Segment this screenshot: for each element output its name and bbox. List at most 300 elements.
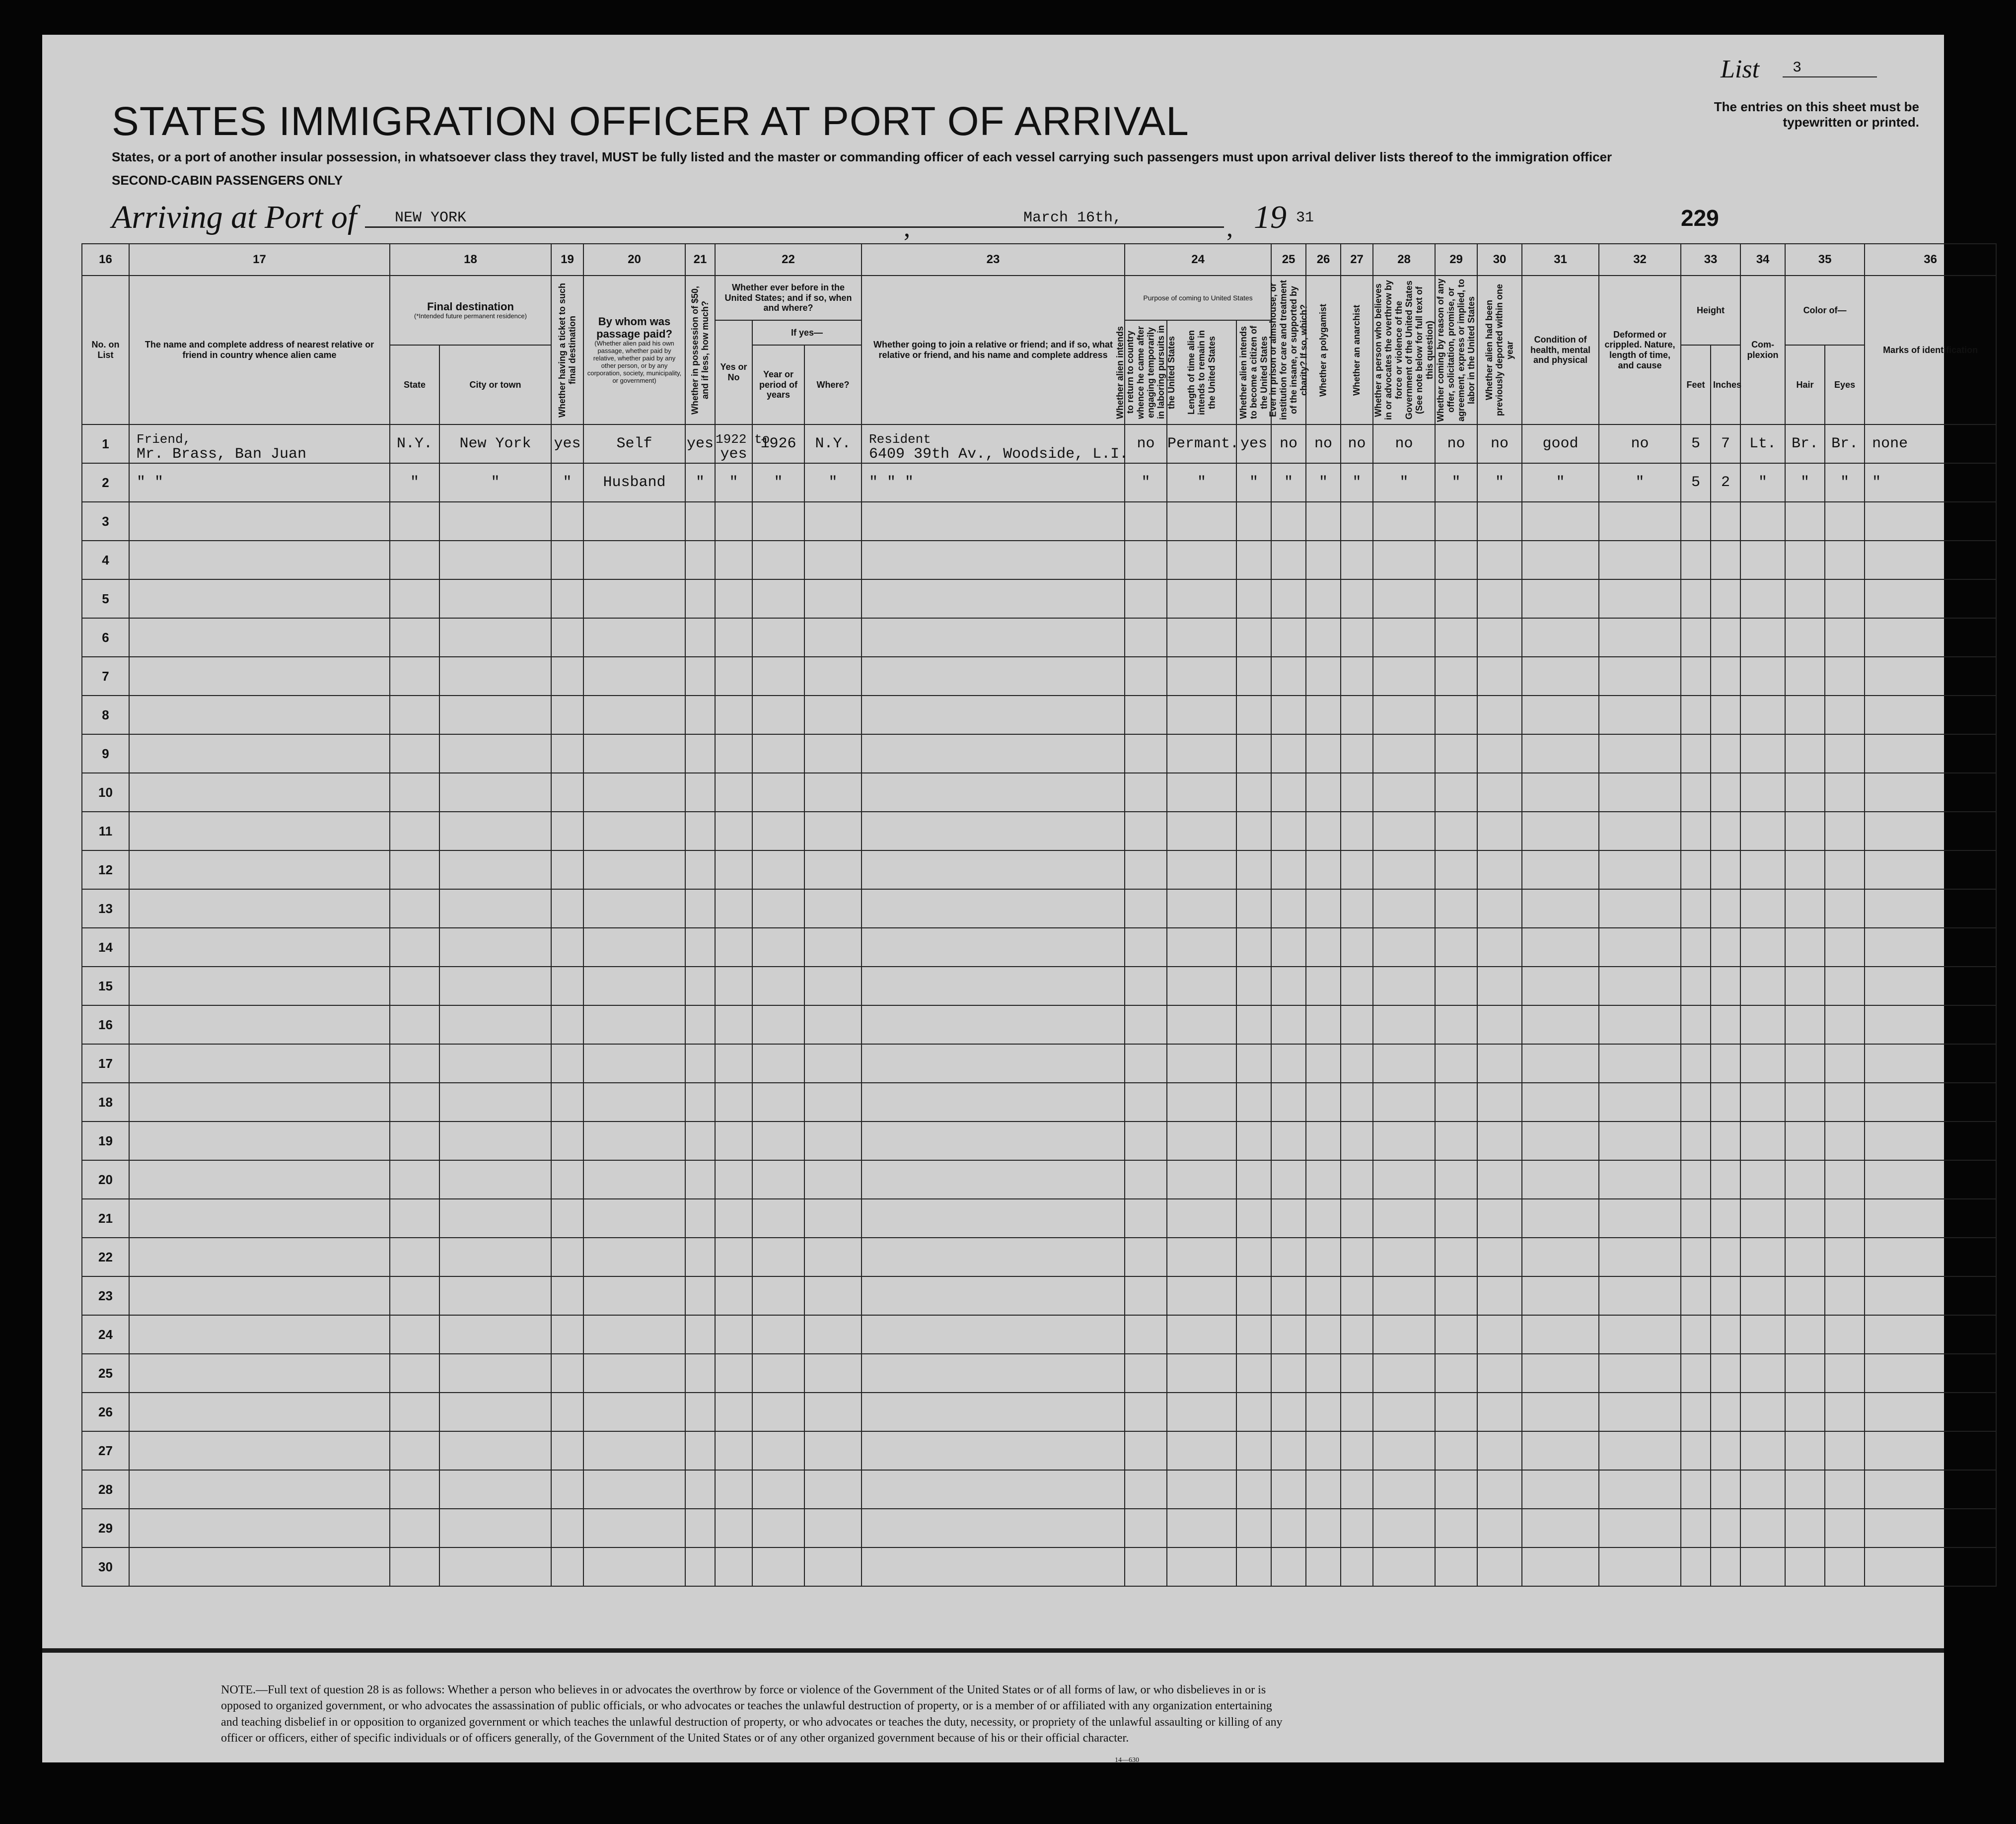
cell-feet: [1681, 1354, 1711, 1393]
entries-note: The entries on this sheet must be typewritten or printed.: [1714, 99, 1919, 130]
cell-inches: [1711, 1083, 1740, 1122]
cell-possession: [685, 1122, 715, 1160]
row-number: 30: [82, 1547, 129, 1586]
cell-prison: [1271, 1470, 1306, 1509]
cell-inches: [1711, 812, 1740, 850]
cell-prison: [1271, 1431, 1306, 1470]
cell-where: [804, 1393, 862, 1431]
header-hair: Hair: [1785, 345, 1825, 424]
cell-state: [390, 1044, 439, 1083]
table-row: [42, 1238, 2016, 1276]
cell-deformed: [1599, 889, 1681, 928]
cell-complexion: [1740, 1509, 1785, 1547]
cell-relative: [129, 1044, 390, 1083]
cell-eyes: [1825, 1005, 1865, 1044]
cell-city: New York: [439, 424, 551, 463]
row-number: 3: [82, 502, 129, 541]
cell-inches: 2: [1711, 463, 1740, 502]
cell-passage: [583, 1315, 685, 1354]
cell-before: [715, 889, 752, 928]
cell-where: [804, 967, 862, 1005]
cell-purpose-return: [1125, 1393, 1167, 1431]
cell-years: [752, 1122, 804, 1160]
cell-eyes: [1825, 1547, 1865, 1586]
cell-ticket: [551, 1470, 583, 1509]
cell-prison: [1271, 696, 1306, 734]
cell-anarchist: [1341, 1509, 1373, 1547]
cell-prison: [1271, 928, 1306, 967]
cell-marks: [1865, 657, 1996, 696]
row-number: 10: [82, 773, 129, 812]
cell-ticket: [551, 773, 583, 812]
column-number: 29: [1435, 244, 1477, 276]
cell-inches: [1711, 696, 1740, 734]
margin-cell: [42, 967, 82, 1005]
cell-q28: [1373, 1431, 1435, 1470]
cell-purpose-citizen: [1236, 1315, 1271, 1354]
cell-purpose-length: [1167, 1470, 1236, 1509]
cell-marks: [1865, 734, 1996, 773]
cell-passage: [583, 1044, 685, 1083]
cell-health: [1522, 1276, 1599, 1315]
cell-health: [1522, 1393, 1599, 1431]
cell-health: [1522, 1160, 1599, 1199]
cell-inches: [1711, 657, 1740, 696]
cell-relative: [129, 1160, 390, 1199]
cell-purpose-citizen: [1236, 1044, 1271, 1083]
cell-purpose-length: ": [1167, 463, 1236, 502]
cell-purpose-citizen: [1236, 1238, 1271, 1276]
year-field: 31: [1296, 210, 1314, 226]
cell-q28: [1373, 1315, 1435, 1354]
table-row: [42, 541, 2016, 579]
cell-hair: [1785, 734, 1825, 773]
cell-inches: [1711, 734, 1740, 773]
cell-purpose-length: [1167, 1083, 1236, 1122]
cell-passage: [583, 657, 685, 696]
cell-marks: [1865, 1083, 1996, 1122]
row-number: 14: [82, 928, 129, 967]
cell-complexion: [1740, 541, 1785, 579]
row-number: 4: [82, 541, 129, 579]
cell-feet: [1681, 889, 1711, 928]
cell-purpose-length: [1167, 1547, 1236, 1586]
column-number: 17: [129, 244, 390, 276]
cell-complexion: [1740, 502, 1785, 541]
cell-before: [715, 1509, 752, 1547]
margin-cell: [1996, 502, 2016, 541]
cell-polygamist: [1306, 618, 1341, 657]
row-number: 21: [82, 1199, 129, 1238]
cell-q28: [1373, 1547, 1435, 1586]
cell-possession: [685, 657, 715, 696]
cell-purpose-return: [1125, 696, 1167, 734]
cell-eyes: [1825, 1122, 1865, 1160]
row-number: 28: [82, 1470, 129, 1509]
cell-where: [804, 1122, 862, 1160]
cell-inches: [1711, 889, 1740, 928]
cell-ticket: [551, 579, 583, 618]
margin-cell: [42, 1005, 82, 1044]
header-possession-50: Whether in possession of $50, and if less, how much?: [685, 276, 715, 424]
table-row: [42, 579, 2016, 618]
cell-hair: [1785, 1509, 1825, 1547]
cell-prison: [1271, 812, 1306, 850]
cell-deformed: [1599, 1354, 1681, 1393]
cell-deformed: [1599, 1005, 1681, 1044]
cell-relative: [129, 1315, 390, 1354]
cell-polygamist: [1306, 889, 1341, 928]
cell-health: [1522, 1044, 1599, 1083]
cell-q29: [1435, 1199, 1477, 1238]
column-number: 30: [1477, 244, 1522, 276]
cell-joining: [862, 850, 1125, 889]
header-purpose: Purpose of coming to United States: [1125, 276, 1271, 320]
header-purpose-citizen: Whether alien intends to become a citizen of the United States: [1236, 320, 1271, 424]
cell-anarchist: [1341, 1431, 1373, 1470]
cell-where: [804, 1354, 862, 1393]
cell-relative: [129, 889, 390, 928]
cell-possession: ": [685, 463, 715, 502]
cell-q30: [1477, 928, 1522, 967]
cell-inches: [1711, 1509, 1740, 1547]
cell-complexion: [1740, 657, 1785, 696]
cell-q29: [1435, 812, 1477, 850]
margin-cell: [1996, 424, 2016, 463]
cell-health: [1522, 1199, 1599, 1238]
header-year-period: Year or period of years: [752, 345, 804, 424]
table-row: [42, 657, 2016, 696]
margin-cell: [42, 1393, 82, 1431]
cell-q29: ": [1435, 463, 1477, 502]
cell-city: [439, 967, 551, 1005]
cell-feet: [1681, 967, 1711, 1005]
footnote-question-28: NOTE.—Full text of question 28 is as follows: Whether a person who believes in or advocates the overthrow by force or violence of the Government of the United States or of all forms of law, or who disbelieves in or is opposed to organized government, or who advocates the assassination of public officials, or who advocates or teaches the unlawful destruction of property, or is a member of or affiliated with any organization entertaining and teaching disbelief in or opposition to organized government or which teaches the unlawful destruction of property, or who advocates or teaches the duty, necessity, or propriety of the unlawful assaulting or killing of any officer or officers, either of specific individuals or of officers generally, of the Government of the United States or of any other organized government because of his or their official character.: [221, 1684, 1283, 1745]
cell-purpose-return: [1125, 928, 1167, 967]
section-label: SECOND-CABIN PASSENGERS ONLY: [112, 173, 343, 188]
cell-purpose-citizen: [1236, 1393, 1271, 1431]
cell-complexion: [1740, 696, 1785, 734]
cell-q28: [1373, 812, 1435, 850]
cell-hair: [1785, 696, 1825, 734]
row-number: 18: [82, 1083, 129, 1122]
cell-possession: [685, 1276, 715, 1315]
row-number: 6: [82, 618, 129, 657]
cell-feet: [1681, 1122, 1711, 1160]
cell-purpose-length: [1167, 696, 1236, 734]
cell-q28: [1373, 734, 1435, 773]
cell-marks: [1865, 1160, 1996, 1199]
cell-complexion: [1740, 579, 1785, 618]
cell-where: [804, 657, 862, 696]
cell-relative: [129, 1431, 390, 1470]
cell-joining: [862, 1431, 1125, 1470]
cell-complexion: [1740, 1122, 1785, 1160]
cell-possession: [685, 967, 715, 1005]
table-row: [42, 967, 2016, 1005]
cell-joining: [862, 1470, 1125, 1509]
cell-q30: [1477, 1315, 1522, 1354]
cell-purpose-length: [1167, 1160, 1236, 1199]
cell-health: [1522, 657, 1599, 696]
cell-purpose-return: [1125, 1044, 1167, 1083]
header-anarchist: Whether an anarchist: [1341, 276, 1373, 424]
cell-prison: [1271, 1005, 1306, 1044]
cell-deformed: no: [1599, 424, 1681, 463]
manifest-rows: [42, 424, 2016, 1586]
cell-purpose-return: [1125, 1315, 1167, 1354]
cell-purpose-length: [1167, 541, 1236, 579]
row-number: 8: [82, 696, 129, 734]
margin-cell: [1996, 967, 2016, 1005]
cell-deformed: [1599, 1509, 1681, 1547]
cell-q28: [1373, 1044, 1435, 1083]
cell-years: [752, 967, 804, 1005]
cell-hair: [1785, 850, 1825, 889]
cell-health: [1522, 812, 1599, 850]
cell-before: [715, 773, 752, 812]
cell-anarchist: [1341, 579, 1373, 618]
table-row: [42, 1315, 2016, 1354]
cell-deformed: [1599, 850, 1681, 889]
cell-prison: [1271, 1044, 1306, 1083]
cell-years: [752, 1393, 804, 1431]
cell-purpose-return: [1125, 1160, 1167, 1199]
cell-relative: [129, 696, 390, 734]
cell-purpose-return: [1125, 1470, 1167, 1509]
cell-ticket: [551, 1509, 583, 1547]
cell-joining: [862, 1547, 1125, 1586]
cell-q28: no: [1373, 424, 1435, 463]
cell-deformed: [1599, 696, 1681, 734]
cell-q29: [1435, 734, 1477, 773]
cell-q30: [1477, 1083, 1522, 1122]
cell-health: [1522, 1431, 1599, 1470]
cell-purpose-length: [1167, 1393, 1236, 1431]
table-row: [42, 1005, 2016, 1044]
cell-where: [804, 696, 862, 734]
cell-anarchist: [1341, 541, 1373, 579]
cell-complexion: [1740, 850, 1785, 889]
margin-cell: [1996, 696, 2016, 734]
cell-purpose-return: [1125, 618, 1167, 657]
cell-passage: [583, 1547, 685, 1586]
cell-possession: [685, 696, 715, 734]
cell-relative: [129, 1354, 390, 1393]
cell-health: [1522, 967, 1599, 1005]
cell-purpose-length: [1167, 1199, 1236, 1238]
margin-cell: [42, 812, 82, 850]
table-row: [42, 928, 2016, 967]
manifest-table: [42, 243, 2016, 1587]
cell-before: [715, 1431, 752, 1470]
cell-anarchist: [1341, 1547, 1373, 1586]
header-state: State: [390, 345, 439, 424]
cell-state: [390, 1547, 439, 1586]
cell-relative: [129, 1083, 390, 1122]
cell-possession: [685, 1199, 715, 1238]
cell-city: [439, 1238, 551, 1276]
cell-before: [715, 1354, 752, 1393]
cell-state: [390, 1199, 439, 1238]
column-number: 20: [583, 244, 685, 276]
cell-hair: ": [1785, 463, 1825, 502]
margin-cell: [1996, 657, 2016, 696]
cell-eyes: [1825, 618, 1865, 657]
cell-purpose-citizen: [1236, 696, 1271, 734]
margin-cell: [1996, 1122, 2016, 1160]
cell-purpose-citizen: [1236, 1199, 1271, 1238]
separator-comma: ,: [1226, 214, 1233, 242]
cell-relative: [129, 579, 390, 618]
cell-health: [1522, 1005, 1599, 1044]
cell-complexion: [1740, 1083, 1785, 1122]
cell-health: [1522, 1509, 1599, 1547]
cell-state: [390, 734, 439, 773]
cell-polygamist: [1306, 657, 1341, 696]
margin-cell: [42, 889, 82, 928]
table-row: [42, 734, 2016, 773]
row-number: 11: [82, 812, 129, 850]
cell-before: [715, 967, 752, 1005]
cell-purpose-length: [1167, 1044, 1236, 1083]
header-nearest-relative: The name and complete address of nearest relative or friend in country whence alien came: [129, 276, 390, 424]
cell-marks: [1865, 1431, 1996, 1470]
cell-purpose-citizen: [1236, 1547, 1271, 1586]
cell-q30: [1477, 579, 1522, 618]
margin-cell: [42, 1315, 82, 1354]
row-number: 24: [82, 1315, 129, 1354]
cell-possession: [685, 1315, 715, 1354]
cell-deformed: [1599, 734, 1681, 773]
row-number: 27: [82, 1431, 129, 1470]
margin-cell: [42, 928, 82, 967]
cell-prison: [1271, 1199, 1306, 1238]
cell-city: [439, 1276, 551, 1315]
cell-purpose-return: ": [1125, 463, 1167, 502]
cell-relative: [129, 773, 390, 812]
cell-where: [804, 1160, 862, 1199]
cell-city: [439, 1393, 551, 1431]
cell-polygamist: [1306, 502, 1341, 541]
cell-ticket: [551, 889, 583, 928]
cell-q29: [1435, 618, 1477, 657]
cell-joining: [862, 1315, 1125, 1354]
cell-eyes: [1825, 889, 1865, 928]
cell-possession: [685, 1431, 715, 1470]
margin-cell: [1996, 1393, 2016, 1431]
cell-ticket: [551, 502, 583, 541]
cell-passage: [583, 1470, 685, 1509]
column-number: 27: [1341, 244, 1373, 276]
cell-relative-line1: Friend,: [137, 432, 191, 447]
cell-ticket: [551, 1393, 583, 1431]
cell-health: [1522, 696, 1599, 734]
sheet-header: [42, 35, 1944, 243]
cell-state: [390, 502, 439, 541]
table-row: [42, 618, 2016, 657]
arriving-label: Arriving at Port of: [112, 199, 357, 235]
cell-purpose-citizen: yes: [1236, 424, 1271, 463]
cell-joining: [862, 1122, 1125, 1160]
cell-anarchist: [1341, 734, 1373, 773]
cell-feet: [1681, 1315, 1711, 1354]
cell-passage: [583, 773, 685, 812]
cell-hair: [1785, 773, 1825, 812]
cell-possession: [685, 1238, 715, 1276]
cell-prison: ": [1271, 463, 1306, 502]
cell-q29: [1435, 1431, 1477, 1470]
cell-prison: [1271, 1238, 1306, 1276]
cell-joining: [862, 1083, 1125, 1122]
cell-years: [752, 773, 804, 812]
margin-cell: [42, 696, 82, 734]
table-row: [42, 1354, 2016, 1393]
cell-where: [804, 1005, 862, 1044]
cell-feet: [1681, 850, 1711, 889]
cell-deformed: [1599, 1160, 1681, 1199]
cell-q28: [1373, 1160, 1435, 1199]
cell-q29: [1435, 1315, 1477, 1354]
cell-inches: [1711, 1315, 1740, 1354]
cell-purpose-return: [1125, 1005, 1167, 1044]
cell-prison: [1271, 1509, 1306, 1547]
cell-joining: [862, 812, 1125, 850]
cell-city: [439, 1315, 551, 1354]
cell-joining: [862, 889, 1125, 928]
cell-q29: [1435, 1276, 1477, 1315]
margin-cell: [1996, 850, 2016, 889]
margin-cell: [42, 734, 82, 773]
cell-city: [439, 1005, 551, 1044]
cell-prison: [1271, 1160, 1306, 1199]
cell-q28: [1373, 541, 1435, 579]
cell-health: [1522, 502, 1599, 541]
cell-state: [390, 889, 439, 928]
table-row: [42, 1122, 2016, 1160]
cell-prison: [1271, 1276, 1306, 1315]
cell-polygamist: [1306, 1005, 1341, 1044]
table-row: [42, 1044, 2016, 1083]
cell-anarchist: [1341, 812, 1373, 850]
cell-complexion: [1740, 1547, 1785, 1586]
cell-feet: [1681, 502, 1711, 541]
header-q29: Whether coming by reason of any offer, solicitation, promise, or agreement, express or implied, to labor in the United States: [1435, 276, 1477, 424]
cell-ticket: [551, 734, 583, 773]
cell-q30: [1477, 657, 1522, 696]
cell-ticket: [551, 967, 583, 1005]
cell-complexion: [1740, 967, 1785, 1005]
margin-cell: [42, 463, 82, 502]
cell-anarchist: [1341, 1315, 1373, 1354]
cell-deformed: ": [1599, 463, 1681, 502]
cell-feet: [1681, 773, 1711, 812]
cell-eyes: [1825, 1238, 1865, 1276]
cell-feet: [1681, 1199, 1711, 1238]
cell-q29: [1435, 773, 1477, 812]
cell-joining: [862, 1044, 1125, 1083]
cell-purpose-length: [1167, 1509, 1236, 1547]
cell-anarchist: [1341, 696, 1373, 734]
cell-q30: [1477, 812, 1522, 850]
column-number: 32: [1599, 244, 1681, 276]
cell-q30: ": [1477, 463, 1522, 502]
cell-purpose-citizen: [1236, 1354, 1271, 1393]
cell-passage: [583, 618, 685, 657]
cell-q30: [1477, 618, 1522, 657]
cell-before: [715, 541, 752, 579]
cell-years: 1926: [752, 424, 804, 463]
